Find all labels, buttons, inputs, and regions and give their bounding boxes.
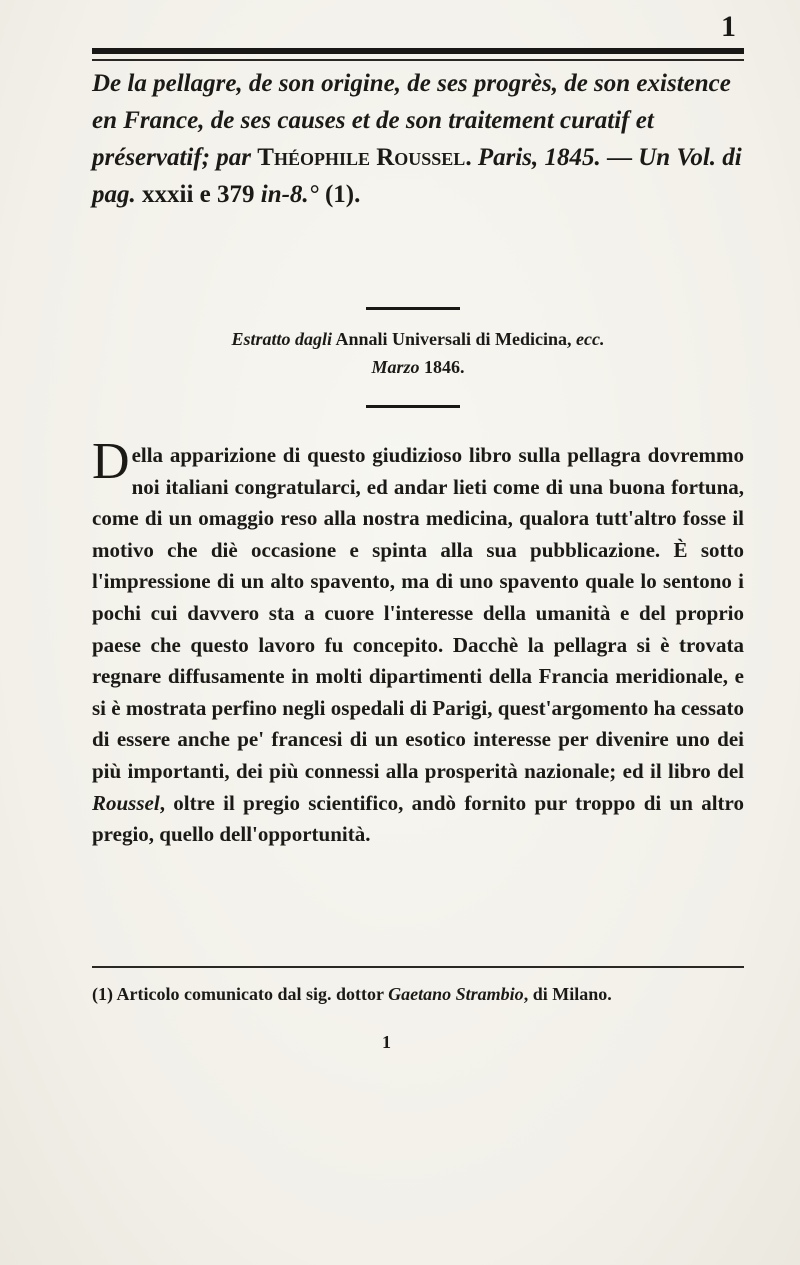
title-main: De la pellagre, de son origine, de ses progrès, de son existence en France, de ses causes et de son traitement curatif et préservatif;	[92, 70, 731, 171]
body-text-part1: ella apparizione di questo giudizioso libro sulla pellagra dovremmo noi italiani congratularci, ed andar lieti come di una buona fortuna, come di un omaggio reso alla nostra medicina, qualora tutt'altro fosse il motivo che diè occasione e spinta alla sua pubblicazione. È sotto l'impressione di un alto spavento, ma di uno spavento quale lo sentono i pochi cui davvero sta a cuore l'interesse della umanità e del proprio paese che questo lavoro fu concepito. Dacchè la pellagra si è trovata regnare diffusamente in molti dipartimenti della Francia meridionale, e si è mostrata perfino negli ospedali di Parigi, quest'argomento ha cessato di essere anche pe' francesi di un esotico interesse per divenire uno dei più importanti, dei più connessi alla prosperità nazionale; ed il libro del	[92, 443, 744, 783]
header-rule	[92, 48, 744, 54]
extract-date-line	[92, 353, 744, 381]
divider-rule-bottom	[366, 405, 460, 408]
page-number: 1	[721, 10, 736, 43]
drop-cap: D	[92, 433, 130, 490]
title-pages: xxxii e 379	[135, 181, 261, 208]
title-format: in-8.°	[260, 181, 319, 208]
extract-year: 1846.	[419, 357, 465, 377]
divider-rule-top	[366, 307, 460, 310]
title-author: Théophile Roussel	[257, 144, 466, 171]
title-place-year: Paris, 1845.	[477, 144, 601, 171]
body-text-part2: , oltre il pregio scientifico, andò fornito pur troppo di un altro pregio, quello dell'opportunità.	[92, 790, 744, 847]
signature-mark: 1	[382, 1032, 391, 1052]
footnote-marker: (1)	[92, 984, 113, 1004]
title-note-ref: (1).	[318, 181, 361, 208]
title-volume: Un Vol. di pag.	[92, 144, 742, 208]
extract-source-line	[92, 325, 744, 353]
body-author-ref: Roussel	[92, 790, 160, 815]
title-separator: .	[465, 144, 478, 171]
body-paragraph	[92, 433, 744, 851]
extract-ecc: ecc.	[576, 329, 605, 349]
extract-label: Estratto dagli	[231, 329, 333, 349]
title-dash: —	[600, 144, 639, 171]
footnote-rule	[92, 966, 744, 968]
footnote-tail: , di Milano.	[523, 984, 612, 1004]
footnote-text: Articolo comunicato dal sig. dottor	[113, 984, 389, 1004]
extract-note	[92, 325, 744, 381]
title-by: par	[210, 144, 258, 171]
extract-source: Annali Universali di Medicina,	[332, 329, 577, 349]
book-title	[92, 65, 744, 213]
footnote-name: Gaetano Strambio	[388, 984, 524, 1004]
footnote	[92, 982, 744, 1007]
extract-month: Marzo	[371, 357, 420, 377]
